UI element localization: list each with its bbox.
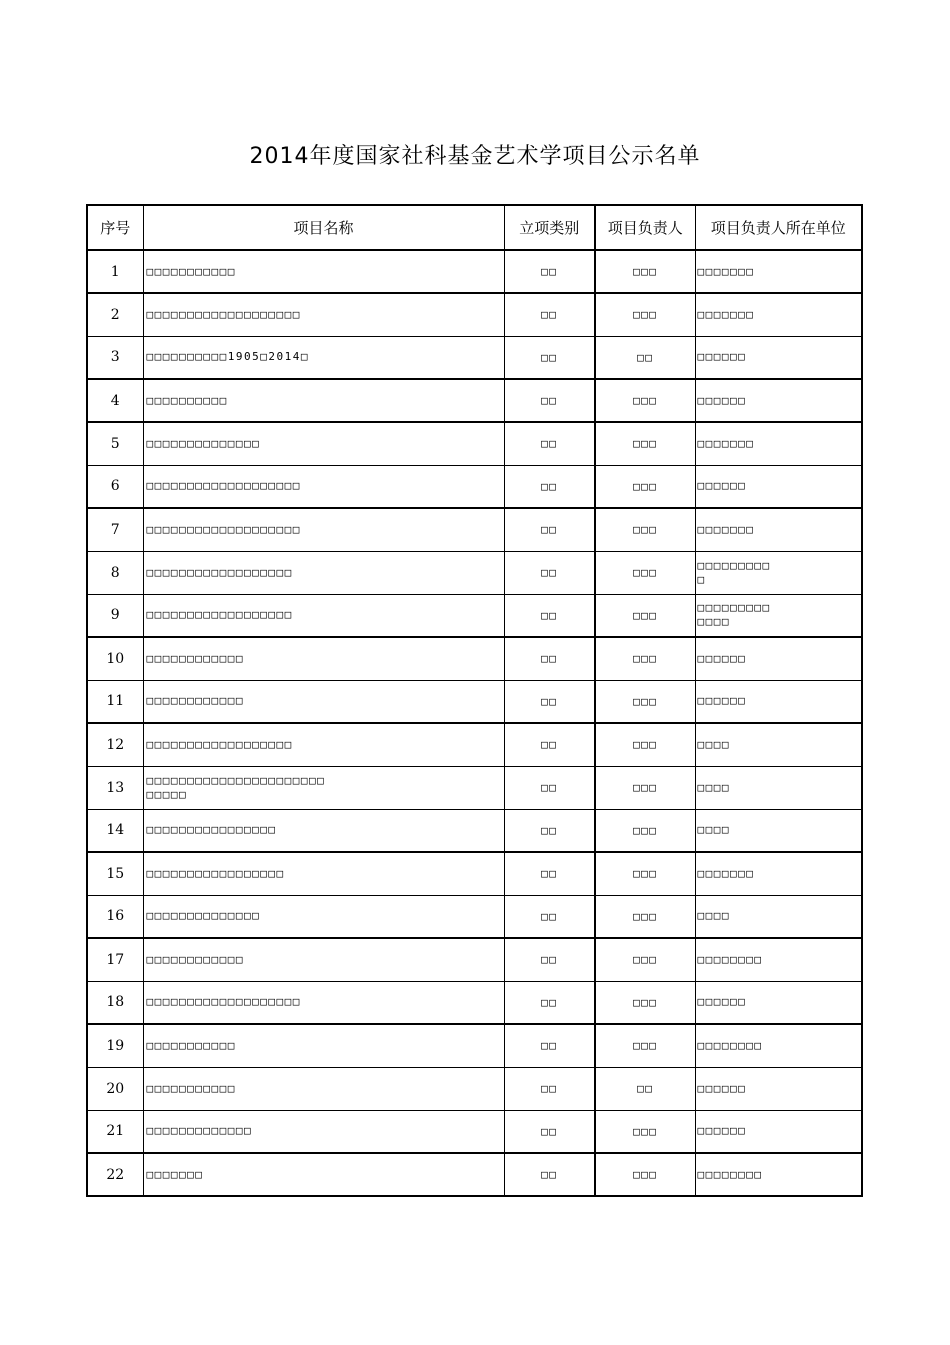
cell-unit: □□□□□□□□□ □ xyxy=(695,551,862,594)
cell-index: 10 xyxy=(87,637,143,680)
cell-leader: □□□ xyxy=(595,422,695,465)
table-row xyxy=(87,336,862,379)
cell-unit: □□□□□□□□ xyxy=(695,1024,862,1067)
cell-project-name: □□□□□□□□□□□□□□□□□□ xyxy=(143,594,504,637)
table-row xyxy=(87,551,862,594)
table-row xyxy=(87,1110,862,1153)
table-row xyxy=(87,1024,862,1067)
table-row xyxy=(87,465,862,508)
cell-category: □□ xyxy=(504,637,595,680)
cell-leader: □□□ xyxy=(595,1153,695,1196)
header-project-name: 项目名称 xyxy=(143,205,504,250)
cell-leader: □□□ xyxy=(595,594,695,637)
cell-index: 1 xyxy=(87,250,143,293)
table-row xyxy=(87,508,862,551)
cell-index: 8 xyxy=(87,551,143,594)
table-row xyxy=(87,594,862,637)
cell-project-name: □□□□□□□□□□□ xyxy=(143,1067,504,1110)
table-row xyxy=(87,852,862,895)
cell-unit: □□□□ xyxy=(695,766,862,809)
table-row xyxy=(87,293,862,336)
cell-leader: □□□ xyxy=(595,852,695,895)
cell-index: 9 xyxy=(87,594,143,637)
cell-unit: □□□□ xyxy=(695,809,862,852)
header-index: 序号 xyxy=(87,205,143,250)
cell-unit: □□□□ xyxy=(695,895,862,938)
cell-leader: □□□ xyxy=(595,637,695,680)
table-row xyxy=(87,981,862,1024)
table-row xyxy=(87,1067,862,1110)
cell-unit: □□□□ xyxy=(695,723,862,766)
cell-unit: □□□□□□□□ xyxy=(695,1153,862,1196)
cell-leader: □□□ xyxy=(595,766,695,809)
cell-category: □□ xyxy=(504,422,595,465)
cell-category: □□ xyxy=(504,508,595,551)
cell-index: 3 xyxy=(87,336,143,379)
cell-project-name: □□□□□□□□□□□□□□□□□□□ xyxy=(143,508,504,551)
cell-category: □□ xyxy=(504,680,595,723)
cell-category: □□ xyxy=(504,336,595,379)
cell-project-name: □□□□□□□□□□□□□□□□□□ xyxy=(143,723,504,766)
cell-project-name: □□□□□□□□□□□□□□□□ xyxy=(143,809,504,852)
cell-index: 13 xyxy=(87,766,143,809)
cell-category: □□ xyxy=(504,1153,595,1196)
cell-unit: □□□□□□ xyxy=(695,981,862,1024)
cell-project-name: □□□□□□□□□□ xyxy=(143,379,504,422)
table-row xyxy=(87,637,862,680)
cell-project-name: □□□□□□□□□□□□ xyxy=(143,680,504,723)
cell-leader: □□□ xyxy=(595,723,695,766)
cell-unit: □□□□□□ xyxy=(695,637,862,680)
cell-project-name: □□□□□□□□□□□□□□ xyxy=(143,895,504,938)
cell-project-name: □□□□□□□□□□□□ xyxy=(143,938,504,981)
table-row xyxy=(87,723,862,766)
header-category: 立项类别 xyxy=(504,205,595,250)
cell-leader: □□□ xyxy=(595,465,695,508)
cell-project-name: □□□□□□□□□□□□□□□□□□□ xyxy=(143,293,504,336)
cell-project-name: □□□□□□□□□□□□□□□□□□ xyxy=(143,551,504,594)
cell-category: □□ xyxy=(504,895,595,938)
cell-index: 4 xyxy=(87,379,143,422)
cell-unit: □□□□□□□ xyxy=(695,250,862,293)
cell-category: □□ xyxy=(504,379,595,422)
table-row xyxy=(87,422,862,465)
cell-project-name: □□□□□□□□□□1905□2014□ xyxy=(143,336,504,379)
cell-category: □□ xyxy=(504,1067,595,1110)
cell-category: □□ xyxy=(504,766,595,809)
cell-leader: □□□ xyxy=(595,293,695,336)
cell-index: 17 xyxy=(87,938,143,981)
cell-project-name: □□□□□□□□□□□□□ xyxy=(143,1110,504,1153)
cell-unit: □□□□□□ xyxy=(695,379,862,422)
cell-index: 11 xyxy=(87,680,143,723)
cell-category: □□ xyxy=(504,852,595,895)
cell-index: 16 xyxy=(87,895,143,938)
cell-project-name: □□□□□□□□□□□□□□□□□□□□□□ □□□□□ xyxy=(143,766,504,809)
cell-index: 15 xyxy=(87,852,143,895)
cell-unit: □□□□□□□ xyxy=(695,852,862,895)
header-leader: 项目负责人 xyxy=(595,205,695,250)
cell-index: 14 xyxy=(87,809,143,852)
cell-project-name: □□□□□□□□□□□□□□□□□ xyxy=(143,852,504,895)
table-row xyxy=(87,250,862,293)
cell-leader: □□□ xyxy=(595,379,695,422)
cell-unit: □□□□□□ xyxy=(695,465,862,508)
table-row xyxy=(87,938,862,981)
cell-project-name: □□□□□□□□□□□ xyxy=(143,250,504,293)
cell-leader: □□ xyxy=(595,1067,695,1110)
cell-category: □□ xyxy=(504,551,595,594)
cell-leader: □□□ xyxy=(595,680,695,723)
cell-leader: □□□ xyxy=(595,1110,695,1153)
cell-index: 12 xyxy=(87,723,143,766)
cell-category: □□ xyxy=(504,293,595,336)
cell-project-name: □□□□□□□□□□□□□□ xyxy=(143,422,504,465)
cell-index: 7 xyxy=(87,508,143,551)
cell-category: □□ xyxy=(504,938,595,981)
cell-project-name: □□□□□□□□□□□ xyxy=(143,1024,504,1067)
cell-project-name: □□□□□□□ xyxy=(143,1153,504,1196)
cell-project-name: □□□□□□□□□□□□□□□□□□□ xyxy=(143,465,504,508)
cell-index: 5 xyxy=(87,422,143,465)
cell-category: □□ xyxy=(504,809,595,852)
cell-leader: □□□ xyxy=(595,1024,695,1067)
table-header-row xyxy=(87,205,862,250)
cell-index: 6 xyxy=(87,465,143,508)
header-unit: 项目负责人所在单位 xyxy=(695,205,862,250)
cell-leader: □□□ xyxy=(595,809,695,852)
cell-index: 19 xyxy=(87,1024,143,1067)
table-row xyxy=(87,1153,862,1196)
table-row xyxy=(87,766,862,809)
table-row xyxy=(87,809,862,852)
cell-unit: □□□□□□ xyxy=(695,1110,862,1153)
cell-category: □□ xyxy=(504,1024,595,1067)
cell-unit: □□□□□□□ xyxy=(695,508,862,551)
cell-category: □□ xyxy=(504,250,595,293)
cell-category: □□ xyxy=(504,1110,595,1153)
table-row xyxy=(87,680,862,723)
cell-unit: □□□□□□□ xyxy=(695,422,862,465)
table-row xyxy=(87,895,862,938)
cell-leader: □□□ xyxy=(595,895,695,938)
cell-category: □□ xyxy=(504,594,595,637)
cell-index: 21 xyxy=(87,1110,143,1153)
cell-unit: □□□□□□□□□ □□□□ xyxy=(695,594,862,637)
cell-unit: □□□□□□ xyxy=(695,680,862,723)
cell-index: 20 xyxy=(87,1067,143,1110)
cell-project-name: □□□□□□□□□□□□□□□□□□□ xyxy=(143,981,504,1024)
cell-leader: □□□ xyxy=(595,981,695,1024)
project-table xyxy=(86,204,863,1197)
cell-index: 18 xyxy=(87,981,143,1024)
cell-index: 2 xyxy=(87,293,143,336)
page-title: 2014年度国家社科基金艺术学项目公示名单 xyxy=(249,144,701,169)
cell-project-name: □□□□□□□□□□□□ xyxy=(143,637,504,680)
cell-leader: □□□ xyxy=(595,938,695,981)
table-row xyxy=(87,379,862,422)
cell-leader: □□ xyxy=(595,336,695,379)
cell-index: 22 xyxy=(87,1153,143,1196)
cell-category: □□ xyxy=(504,723,595,766)
cell-unit: □□□□□□□□ xyxy=(695,938,862,981)
cell-category: □□ xyxy=(504,981,595,1024)
cell-unit: □□□□□□ xyxy=(695,336,862,379)
cell-unit: □□□□□□□ xyxy=(695,293,862,336)
cell-leader: □□□ xyxy=(595,508,695,551)
cell-unit: □□□□□□ xyxy=(695,1067,862,1110)
cell-category: □□ xyxy=(504,465,595,508)
cell-leader: □□□ xyxy=(595,551,695,594)
cell-leader: □□□ xyxy=(595,250,695,293)
